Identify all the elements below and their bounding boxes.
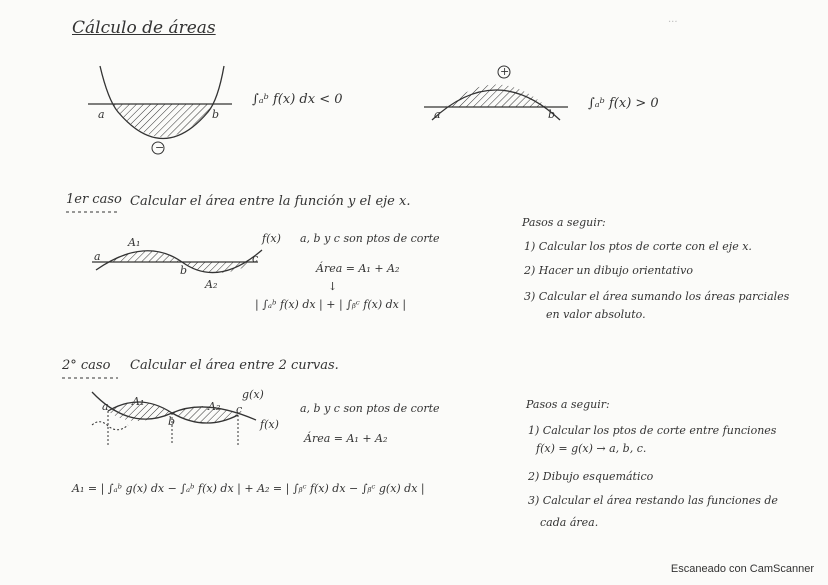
case1-b: b <box>180 264 188 277</box>
case1-text: Calcular el área entre la función y el eje x. <box>130 194 411 209</box>
case2-fx: f(x) <box>260 418 279 431</box>
case2-step-1b: f(x) = g(x) → a, b, c. <box>536 442 647 455</box>
case1-step-3: 3) Calcular el área sumando los áreas parciales <box>524 290 790 303</box>
case1-A2: A₂ <box>205 278 218 291</box>
case2-step-2: 2) Dibujo esquemático <box>528 470 654 483</box>
case2-step-3b: cada área. <box>540 516 599 529</box>
top-right-sign: + <box>500 65 510 78</box>
top-right-b: b <box>548 108 556 121</box>
scan-stamp: ... <box>668 14 678 25</box>
top-right-a: a <box>434 108 441 121</box>
case1-A1: A₁ <box>128 236 141 249</box>
case1-line2: Área = A₁ + A₂ <box>316 262 400 275</box>
top-right-integral: ∫ₐᵇ f(x) > 0 <box>588 96 659 111</box>
case1-line3: | ∫ₐᵇ f(x) dx | + | ∫ᵦᶜ f(x) dx | <box>255 298 407 311</box>
case1-steps-title: Pasos a seguir: <box>522 216 606 229</box>
case2-A1: A₁ <box>132 395 145 408</box>
case1-line1: a, b y c son ptos de corte <box>300 232 440 245</box>
case2-b: b <box>168 415 176 428</box>
top-left-integral: ∫ₐᵇ f(x) dx < 0 <box>252 92 343 107</box>
top-left-b: b <box>212 108 220 121</box>
case2-step-3: 3) Calcular el área restando las funciones de <box>528 494 778 507</box>
case1-graph <box>92 250 262 273</box>
top-right-graph <box>424 66 568 120</box>
case1-step-1: 1) Calcular los ptos de corte con el eje x. <box>524 240 752 253</box>
case2-steps-title: Pasos a seguir: <box>526 398 610 411</box>
case1-a: a <box>94 250 101 263</box>
top-left-a: a <box>98 108 105 121</box>
camscanner-watermark: Escaneado con CamScanner <box>670 563 814 575</box>
case2-line1: a, b y c son ptos de corte <box>300 402 440 415</box>
case2-text: Calcular el área entre 2 curvas. <box>130 358 339 373</box>
case2-formula: A₁ = | ∫ₐᵇ g(x) dx − ∫ₐᵇ f(x) dx | + A₂ = | ∫ᵦᶜ f(x) dx − ∫ᵦᶜ g(x) dx | <box>72 482 425 495</box>
case2-c: c <box>236 403 243 416</box>
case1-fx: f(x) <box>262 232 281 245</box>
case2-line2: Área = A₁ + A₂ <box>304 432 388 445</box>
case1-arrow: ↓ <box>328 280 338 293</box>
case1-step-2: 2) Hacer un dibujo orientativo <box>524 264 693 277</box>
case2-label: 2° caso <box>62 358 111 373</box>
case2-gx: g(x) <box>242 388 264 401</box>
case2-A2: A₂ <box>208 400 221 413</box>
case1-step-3b: en valor absoluto. <box>546 308 646 321</box>
case2-step-1: 1) Calcular los ptos de corte entre funciones <box>528 424 777 437</box>
case1-label: 1er caso <box>66 192 122 207</box>
case1-c: c <box>252 252 259 265</box>
page-title: Cálculo de áreas <box>72 18 216 38</box>
case2-a: a <box>102 400 109 413</box>
top-left-sign: − <box>155 141 165 154</box>
